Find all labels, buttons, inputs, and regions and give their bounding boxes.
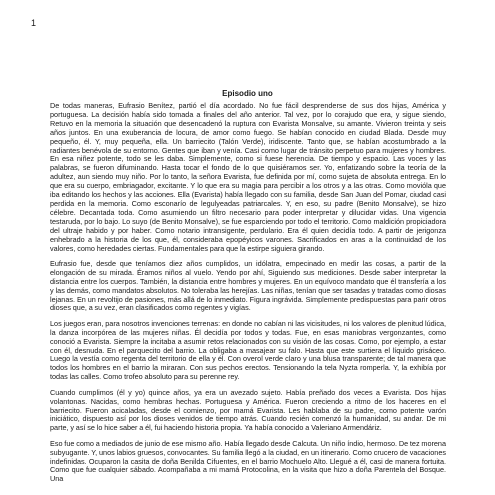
paragraph-1: De todas maneras, Eufrasio Benítez, partió el día acordado. No fue fácil desprenderse de sus dos hijas, América y portuguesa. La decisión había sido tomada a finales del año anterior. Tal vez, por lo corajudo que era, y sigue siendo, Retuvo en la memoria la situación que desencadenó la ruptura con Evarista Monsalve, su amante. Vivieron treinta y seis años juntos. En una exuberancia de locura, de amor como fuego. Se habían conocido en ciudad Blada. Desde muy pequeño, él. Y, muy pequeña, ella. Un barriecito (Talón Verde), iridiscente. Tanto que, se habían acostumbrado a la radiantes benévola de su entorno. Gentes que iban y venía. Casi como lugar de tránsito perpetuo para mujeres y hombres. En esa niñez potente, todo se les daba. Simplemente, como si fuese herencia. De tiempo y espacio. Las voces y las palabras, se fueron difuminando. Hasta tocar el fondo de lo que quisiéramos ser. Yo, enfatizando sobre la teoría de la adultez, aun siendo muy niño. Por lo tanto, la señora Evarista, fue definida por mí, como sujeta de absoluta entrega. En lo que era su cuerpo, embriagador, excitante. Y lo que era su magia para percibir a los otros y a las otras. Como movióla que iba editando los hechos y las acciones. Ella (Evarista) había llegado con su familia, desde San Juan del Pomar, ciudad casi perdida en la memoria. Como esconarío de legulyeadas patriarcales. Y, en eso, su padre (Benito Monsalve), se hizo célebre. Decantada toda. Como asumiendo un filtro necesario para poder interpretar y dilucidar vidas. Una vigencia testaruda, por lo bajo. Lo suyo (de Benito Monsalve), se fue esparciendo por todo el territorio. Como maldición propiciadora del ultraje habido y por haber. Como notario intransigente, perdulario. Era él quien decidía todo. A partir de jerigonza enhebrado a la historia de los que, él, consideraba epopéyicos varones. Sacrificados en aras a la continuidad de los valores, como heredades ciertas. Fundamentales para que la estirpe siguiera girando. [50,101,446,253]
paragraph-5: Eso fue como a mediados de junio de ese mismo año. Había llegado desde Calcuta. Un niño índio, hermoso. De tez morena subyugante. Y, unos labios gruesos, convocantes. Su familia llegó a la ciudad, en un itinerario. Como crucero de vacaciones indefinidas. Ocuparon la casita de doña Benilda Cifuentes, en el barrio Mochuelo Alto. Llegué a él, casi de manera fortuita. Como que fue cualquier sábado. Acompañaba a mi mamá Protocolina, en la visita que hizo a doña Parentela del Bosque. Una [50,438,446,484]
body-text [50,102,446,491]
paragraph-2: Eufrasio fue, desde que teníamos diez años cumplidos, un idólatra, empecinado en medir las cosas, a partir de la elongación de su mirada. Éramos niños al vuelo. Yendo por ahí, Siguiendo sus mediciones. Desde saber interpretar la distancia entre los cuerpos. También, la distancia entre hombres y mujeres. En un equívoco mandato que él transfería a los y las demás, como mandatos absolutos. No toleraba las herejías. Las niñas, tenían que ser tasadas y tratadas como diosas lejanas. En un revoltijo de pasiones, más allá de lo inmediato. Figura ingrávida. Simplemente predispuestas para parir otros dioses que, a su vez, eran clasificados como regentes y vigías. [50,258,446,313]
paragraph-3: Los juegos eran, para nosotros invenciones terrenas: en donde no cabían ni las vicisitudes, ni los valores de plenitud lúdica, la danza incorpórea de las mujeres niñas. Él decidía por todos y todas. Fue, en esas maniobras vergonzantes, como conoció a Evarista. Siempre la incitaba a asumir retos relacionados con su visión de las cosas. Como, por ejemplo, a estar con él, desnuda. En el parquecito del barrio. La obligaba a masajear su falo. Hasta que este surtiera el líquido grisáceo. Luego la vestía como regenta del territorio de ella y él. Con overol verde claro y una blusa transparente; de tal manera que todos los hombres en el barrio la miraran. Con sus pechos erectos. Tensionando la tela Nyzta romperla. Y, la exhibía por todas las calles. Como trofeo absoluto para su perenne rey. [50,318,446,382]
page-number: 1 [31,18,37,28]
paragraph-4: Cuando cumplimos (él y yo) quince años, ya era un avezado sujeto. Había preñado dos veces a Evarista. Dos hijas volantonas. Nacidas, como hembras hechas. Portuguesa y América. Fueron creciendo a ritmo de los haceres en el barriecito. Fueron acicaladas, desde el comienzo, por mamá Evarista. Les hablaba de su padre, como potente varón iniciático, dispuesto así por los dioses venidos de tiempo atrás. Cuando recién comenzó la humanidad, su andar. De mi parte, y así se lo hice saber a él, fui haciendo historia propia. Ya había conocido a Valeriano Armendáriz. [50,387,446,433]
chapter-title: Episodio uno [222,89,273,98]
